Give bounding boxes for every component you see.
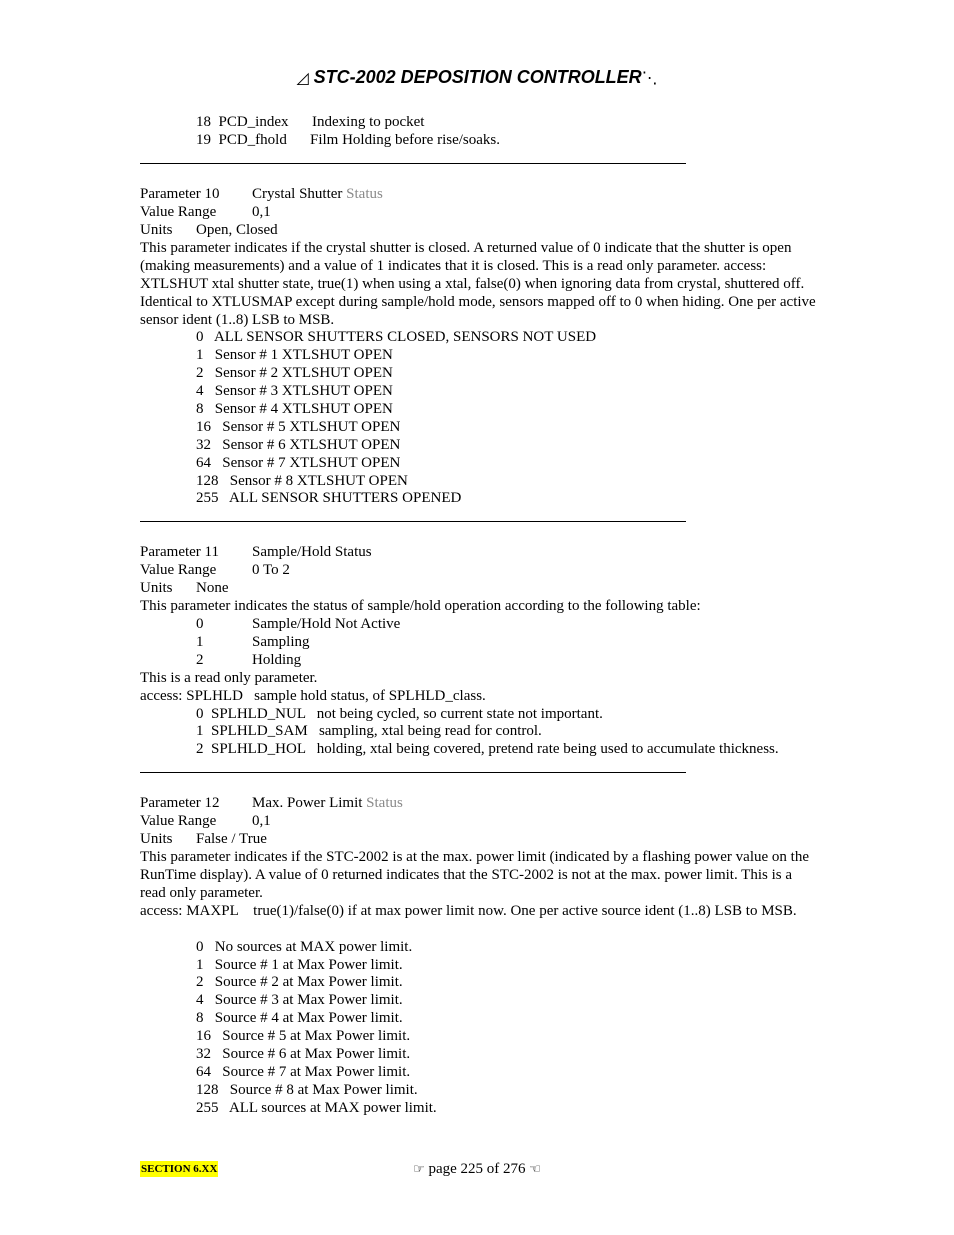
pcd-line: [196, 131, 287, 149]
code-line: [196, 740, 779, 758]
item-text: Source # 1 at Max Power limit.: [214, 957, 403, 973]
list-item: [196, 400, 393, 418]
param-name: [252, 794, 403, 812]
item-num: 128: [196, 1082, 219, 1098]
item-num: 0: [196, 329, 204, 345]
param-label: Parameter 11: [140, 544, 219, 560]
pcd-line: [196, 113, 289, 131]
code-num: 1: [196, 723, 204, 739]
param-description: This parameter indicates if the crystal shutter is closed. A returned value of 0 indicate that the shutter is open (making measurements) and a value of 1 indicates that it is closed. This is a read only parameter. access: XTLSHUT xtal shutter state, true(1) when using a xtal, false(0) when ignoring data from crystal, shuttered off. Identical to XTLUSMAP except during sample/hold mode, sensors mapped off to 0 when hiding. One per active sensor ident (1..8) LSB to MSB.: [140, 240, 816, 328]
pcd-name: PCD_fhold: [218, 132, 287, 148]
item-text: Sensor # 6 XTLSHUT OPEN: [222, 437, 401, 453]
item-num: 2: [196, 974, 204, 990]
page-header: [0, 66, 954, 90]
table-num: 2: [196, 652, 204, 668]
item-num: 4: [196, 992, 204, 1008]
item-text: Source # 6 at Max Power limit.: [222, 1046, 411, 1062]
list-item: [196, 973, 403, 991]
table-text: Sample/Hold Not Active: [252, 616, 401, 632]
item-num: 0: [196, 939, 204, 955]
item-text: Sensor # 5 XTLSHUT OPEN: [222, 419, 401, 435]
item-num: 255: [196, 1100, 219, 1116]
param-label: Parameter 10: [140, 186, 220, 202]
code-line: [196, 705, 603, 723]
param-name: Sample/Hold Status: [252, 544, 372, 560]
section-divider: [140, 521, 686, 522]
pcd-desc: Indexing to pocket: [312, 114, 425, 130]
item-num: 1: [196, 347, 204, 363]
range-label: Value Range: [140, 204, 217, 220]
list-item: [196, 938, 412, 956]
item-text: Source # 5 at Max Power limit.: [222, 1028, 411, 1044]
item-text: ALL SENSOR SHUTTERS OPENED: [228, 490, 462, 506]
range-value: 0 To 2: [252, 562, 290, 578]
pencil-icon-right: ⋱: [641, 70, 658, 87]
item-num: 32: [196, 437, 211, 453]
list-item: [196, 418, 400, 436]
item-text: ALL SENSOR SHUTTERS CLOSED, SENSORS NOT USED: [213, 329, 597, 345]
param-name-text: Max. Power Limit: [252, 795, 363, 811]
code-name: SPLHLD_HOL: [211, 741, 306, 757]
range-label: Value Range: [140, 562, 217, 578]
pcd-name: PCD_index: [218, 114, 289, 130]
list-item: [196, 991, 403, 1009]
pointing-left-icon: ☜: [529, 1162, 541, 1177]
param-name-text: Crystal Shutter: [252, 186, 343, 202]
item-text: Source # 4 at Max Power limit.: [214, 1010, 403, 1026]
list-item: [196, 346, 393, 364]
item-num: 32: [196, 1046, 211, 1062]
list-item: [196, 436, 400, 454]
item-num: 4: [196, 383, 204, 399]
page-footer: [0, 1160, 954, 1179]
pencil-icon: ◿: [296, 70, 309, 87]
item-text: Sensor # 7 XTLSHUT OPEN: [222, 455, 401, 471]
units-value: Open, Closed: [196, 222, 278, 238]
item-num: 2: [196, 365, 204, 381]
item-num: 64: [196, 1064, 211, 1080]
range-label: Value Range: [140, 813, 217, 829]
status-tag: Status: [346, 186, 383, 202]
range-value: 0,1: [252, 204, 271, 220]
range-value: 0,1: [252, 813, 271, 829]
code-desc: sampling, xtal being read for control.: [318, 723, 542, 739]
list-item: [196, 489, 461, 507]
code-desc: holding, xtal being covered, pretend rate being used to accumulate thickness.: [316, 741, 779, 757]
list-item: [196, 454, 400, 472]
list-item: [196, 1027, 410, 1045]
item-text: Sensor # 2 XTLSHUT OPEN: [214, 365, 393, 381]
list-item: [196, 1081, 418, 1099]
section-badge: SECTION 6.XX: [141, 1163, 218, 1175]
section-divider: [140, 772, 686, 773]
item-text: Sensor # 3 XTLSHUT OPEN: [214, 383, 393, 399]
units-value: None: [196, 580, 229, 596]
list-item: [196, 1009, 403, 1027]
code-name: SPLHLD_NUL: [211, 706, 306, 722]
status-tag: Status: [366, 795, 403, 811]
units-label: Units: [140, 831, 173, 847]
param-description: This parameter indicates the status of sample/hold operation according to the following table:: [140, 598, 701, 614]
item-text: ALL sources at MAX power limit.: [228, 1100, 437, 1116]
list-item: [196, 472, 408, 490]
list-item: [196, 1045, 410, 1063]
list-item: [196, 364, 393, 382]
list-item: [196, 956, 403, 974]
pcd-desc: Film Holding before rise/soaks.: [310, 132, 500, 148]
param-label: Parameter 12: [140, 795, 220, 811]
item-text: Sensor # 8 XTLSHUT OPEN: [229, 473, 408, 489]
item-text: Source # 7 at Max Power limit.: [222, 1064, 411, 1080]
item-text: Source # 8 at Max Power limit.: [229, 1082, 418, 1098]
table-text: Holding: [252, 652, 302, 668]
list-item: [196, 382, 393, 400]
table-text: Sampling: [252, 634, 310, 650]
code-desc: not being cycled, so current state not important.: [316, 706, 603, 722]
units-label: Units: [140, 580, 173, 596]
units-label: Units: [140, 222, 173, 238]
list-item: [196, 1063, 410, 1081]
item-text: Sensor # 4 XTLSHUT OPEN: [214, 401, 393, 417]
code-num: 0: [196, 706, 204, 722]
code-num: 2: [196, 741, 204, 757]
pointing-right-icon: ☞: [413, 1162, 425, 1177]
units-value: False / True: [196, 831, 267, 847]
pcd-num: 18: [196, 114, 211, 130]
item-text: Source # 3 at Max Power limit.: [214, 992, 403, 1008]
item-text: Sensor # 1 XTLSHUT OPEN: [214, 347, 393, 363]
list-item: [196, 1099, 437, 1117]
item-num: 128: [196, 473, 219, 489]
section-divider: [140, 163, 686, 164]
access-line: access: SPLHLD sample hold status, of SPLHLD_class.: [140, 688, 486, 704]
document-title: STC-2002 DEPOSITION CONTROLLER: [313, 67, 642, 87]
pcd-num: 19: [196, 132, 211, 148]
item-num: 255: [196, 490, 219, 506]
page-number: page 225 of 276: [428, 1161, 526, 1177]
item-num: 8: [196, 401, 204, 417]
list-item: [196, 328, 596, 346]
item-text: No sources at MAX power limit.: [214, 939, 413, 955]
item-num: 64: [196, 455, 211, 471]
item-num: 16: [196, 419, 211, 435]
item-num: 16: [196, 1028, 211, 1044]
code-name: SPLHLD_SAM: [211, 723, 308, 739]
item-num: 1: [196, 957, 204, 973]
access-line: access: MAXPL true(1)/false(0) if at max power limit now. One per active source ident (1..8) LSB to MSB.: [140, 903, 797, 919]
param-name: [252, 185, 383, 203]
param-description: This parameter indicates if the STC-2002 is at the max. power limit (indicated by a flashing power value on the RunTime display). A value of 0 returned indicates that the STC-2002 is not at the max. power limit. This is a read only parameter.: [140, 849, 809, 901]
item-num: 8: [196, 1010, 204, 1026]
item-text: Source # 2 at Max Power limit.: [214, 974, 403, 990]
table-num: 1: [196, 634, 204, 650]
table-num: 0: [196, 616, 204, 632]
code-line: [196, 722, 542, 740]
read-only-note: This is a read only parameter.: [140, 670, 318, 686]
